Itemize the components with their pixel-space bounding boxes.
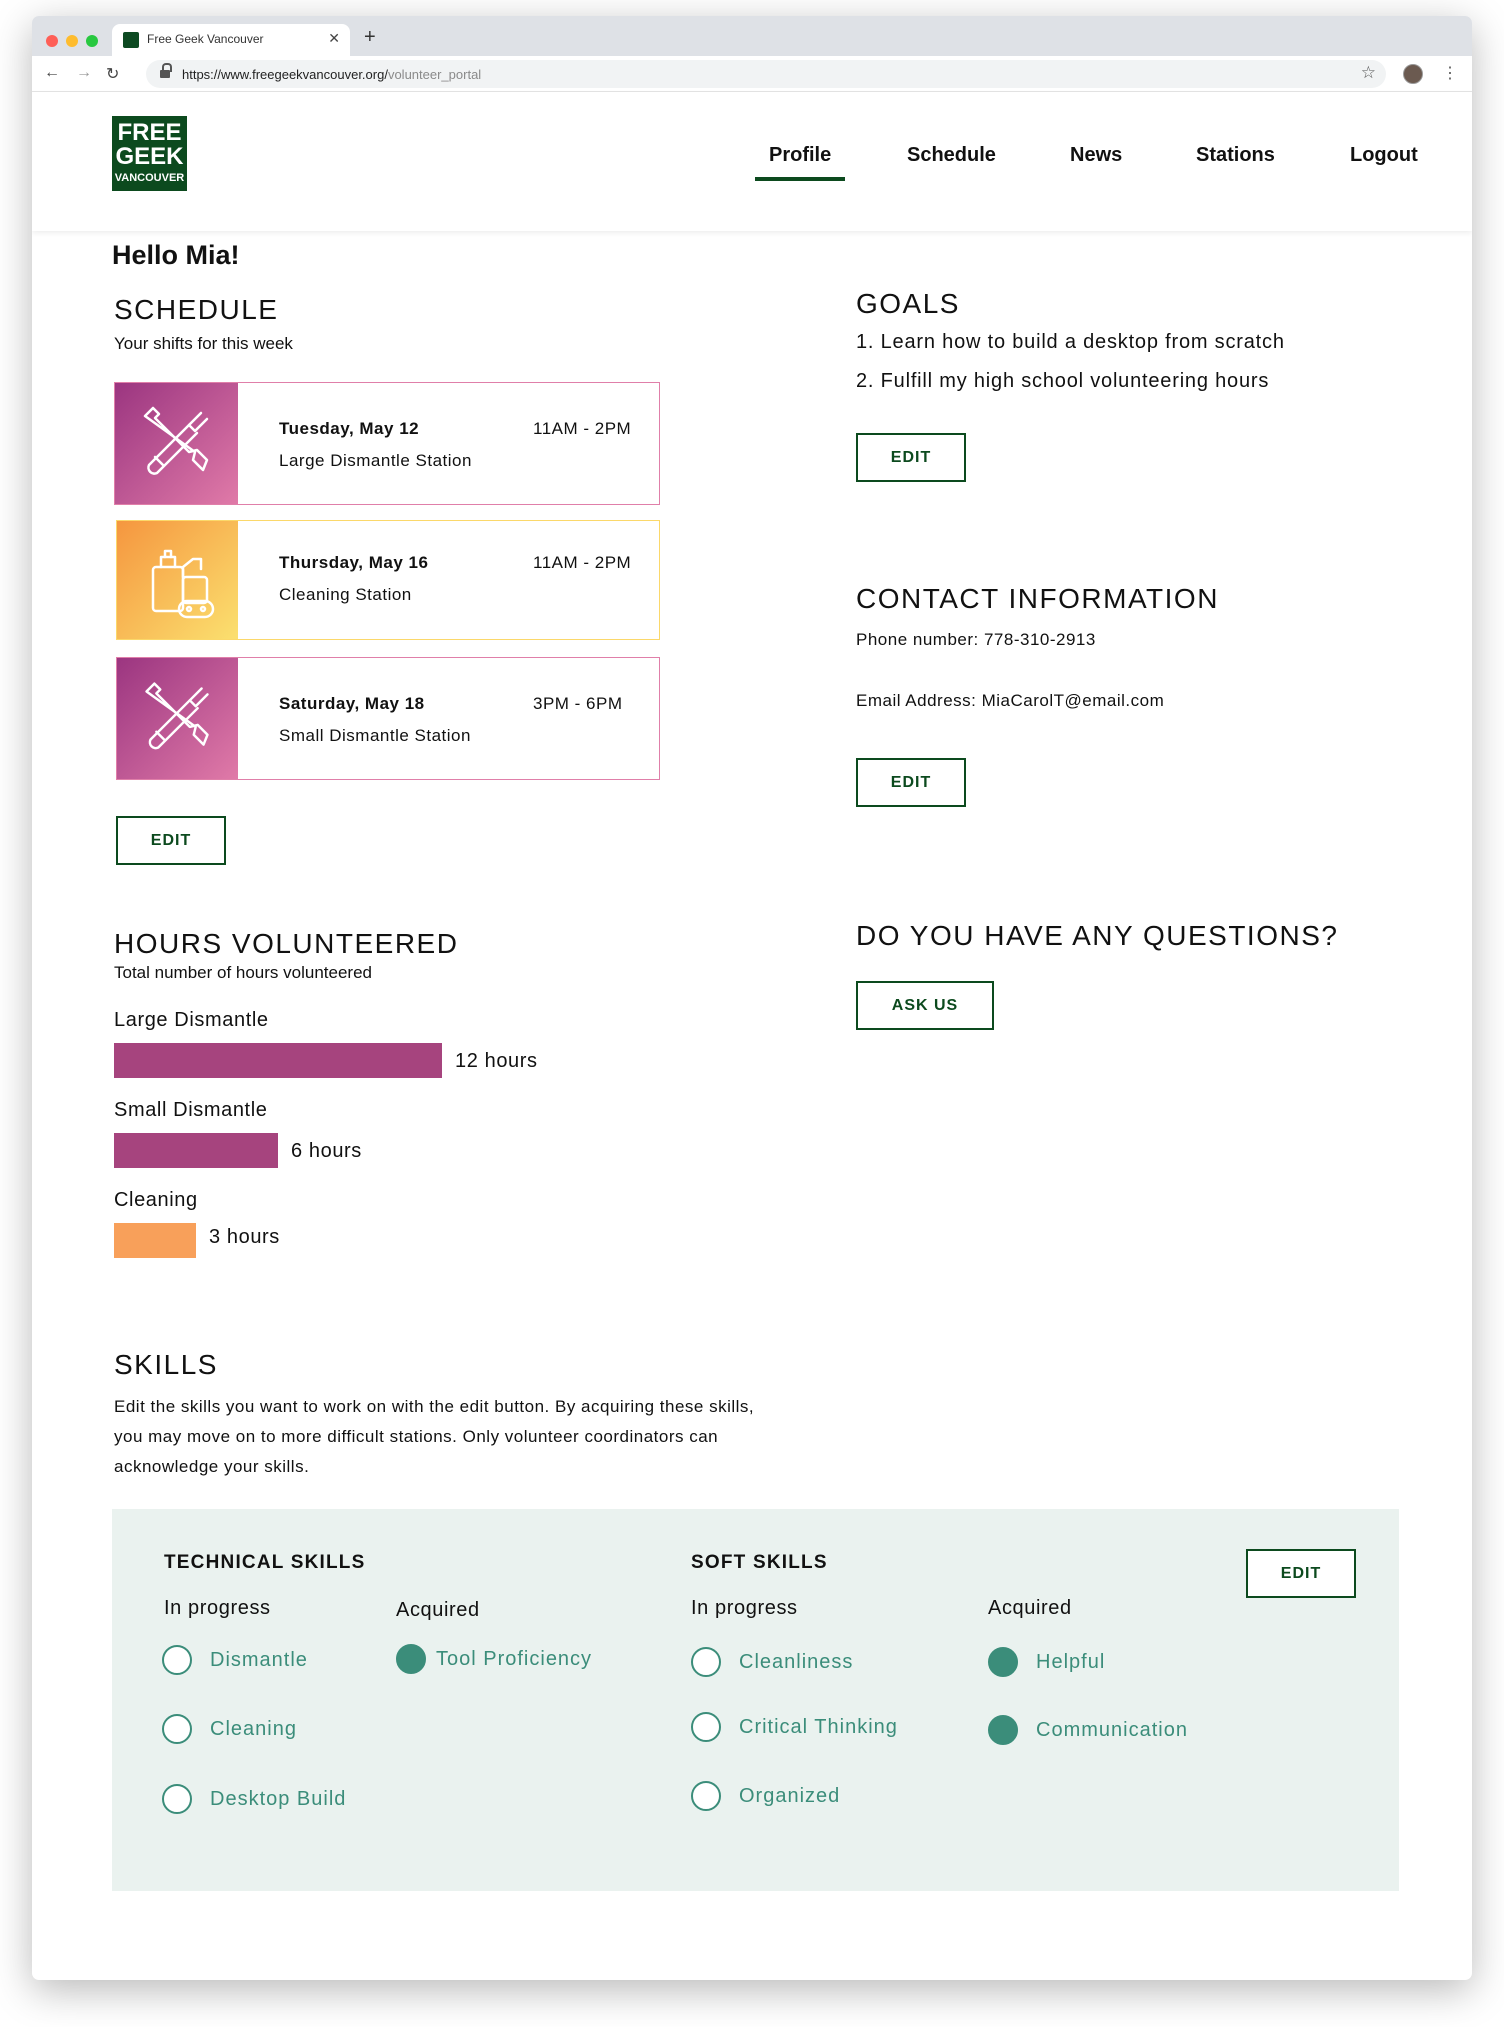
contact-edit-button[interactable]: EDIT bbox=[856, 758, 966, 807]
cleaning-supplies-icon bbox=[117, 521, 238, 639]
hours-bar bbox=[114, 1223, 196, 1258]
skill-item[interactable]: Organized bbox=[691, 1781, 840, 1811]
empty-circle-icon bbox=[691, 1712, 721, 1742]
address-bar[interactable] bbox=[146, 60, 1386, 88]
empty-circle-icon bbox=[162, 1645, 192, 1675]
shift-card[interactable] bbox=[114, 382, 660, 505]
favicon-icon bbox=[123, 32, 139, 48]
new-tab-icon[interactable]: + bbox=[364, 26, 376, 48]
hours-subtitle: Total number of hours volunteered bbox=[114, 963, 372, 982]
ask-us-button[interactable]: ASK US bbox=[856, 981, 994, 1030]
skill-item[interactable]: Communication bbox=[988, 1715, 1188, 1745]
nav-schedule[interactable]: Schedule bbox=[907, 144, 996, 166]
tab-title: Free Geek Vancouver bbox=[147, 32, 264, 46]
menu-kebab-icon[interactable]: ⋮ bbox=[1442, 65, 1458, 82]
tools-icon bbox=[115, 383, 238, 504]
technical-skills-heading: TECHNICAL SKILLS bbox=[164, 1552, 366, 1573]
contact-heading: CONTACT INFORMATION bbox=[856, 583, 1219, 614]
skills-heading: SKILLS bbox=[114, 1349, 218, 1380]
shift-day: Thursday, May 16 bbox=[279, 553, 429, 572]
shift-time: 11AM - 2PM bbox=[533, 553, 632, 572]
forward-arrow-icon[interactable]: → bbox=[76, 64, 92, 81]
hours-label: Cleaning bbox=[114, 1189, 198, 1211]
skill-item[interactable]: Helpful bbox=[988, 1647, 1105, 1677]
questions-heading: DO YOU HAVE ANY QUESTIONS? bbox=[856, 920, 1339, 951]
skills-description: Edit the skills you want to work on with the edit button. By acquiring these skills, you may move on to more difficult stations. Only volunteer coordinators can acknowledge your skills. bbox=[114, 1397, 755, 1476]
tools-icon bbox=[117, 658, 238, 779]
lock-icon bbox=[160, 67, 170, 79]
technical-acquired-label: Acquired bbox=[396, 1599, 480, 1621]
schedule-subtitle: Your shifts for this week bbox=[114, 334, 293, 353]
free-geek-logo[interactable]: FREE GEEK VANCOUVER bbox=[112, 116, 187, 191]
goals-edit-button[interactable]: EDIT bbox=[856, 433, 966, 482]
browser-window bbox=[32, 16, 1472, 1980]
technical-in-progress-label: In progress bbox=[164, 1597, 271, 1619]
filled-circle-icon bbox=[988, 1647, 1018, 1677]
goal-item: 1. Learn how to build a desktop from scratch bbox=[856, 331, 1285, 353]
bookmark-star-icon[interactable]: ☆ bbox=[1360, 63, 1376, 82]
shift-card[interactable] bbox=[116, 520, 660, 640]
empty-circle-icon bbox=[162, 1714, 192, 1744]
maximize-window-button[interactable] bbox=[86, 35, 98, 47]
skill-item[interactable]: Dismantle bbox=[162, 1645, 308, 1675]
skill-item[interactable]: Cleanliness bbox=[691, 1647, 853, 1677]
hours-label: Large Dismantle bbox=[114, 1009, 269, 1031]
soft-in-progress-label: In progress bbox=[691, 1597, 798, 1619]
hours-bar bbox=[114, 1133, 278, 1168]
filled-circle-icon bbox=[396, 1644, 426, 1674]
shift-day: Tuesday, May 12 bbox=[279, 419, 420, 438]
hours-value: 6 hours bbox=[291, 1140, 362, 1162]
contact-phone: Phone number: 778-310-2913 bbox=[856, 630, 1096, 649]
site-header bbox=[32, 92, 1472, 231]
minimize-window-button[interactable] bbox=[66, 35, 78, 47]
empty-circle-icon bbox=[691, 1647, 721, 1677]
shift-day: Saturday, May 18 bbox=[279, 694, 425, 713]
skill-item[interactable]: Tool Proficiency bbox=[396, 1644, 592, 1674]
greeting: Hello Mia! bbox=[112, 240, 240, 270]
nav-stations[interactable]: Stations bbox=[1196, 144, 1275, 166]
schedule-heading: SCHEDULE bbox=[114, 294, 279, 325]
soft-skills-heading: SOFT SKILLS bbox=[691, 1552, 828, 1573]
empty-circle-icon bbox=[691, 1781, 721, 1811]
browser-tab[interactable] bbox=[112, 24, 350, 56]
shift-station: Cleaning Station bbox=[279, 585, 412, 604]
profile-avatar[interactable] bbox=[1403, 64, 1423, 84]
nav-news[interactable]: News bbox=[1070, 144, 1123, 166]
hours-bar bbox=[114, 1043, 442, 1078]
goals-heading: GOALS bbox=[856, 288, 960, 319]
skill-item[interactable]: Cleaning bbox=[162, 1714, 297, 1744]
shift-card[interactable] bbox=[116, 657, 660, 780]
skills-panel bbox=[112, 1509, 1399, 1891]
schedule-edit-button[interactable]: EDIT bbox=[116, 816, 226, 865]
reload-icon[interactable]: ↻ bbox=[106, 66, 120, 83]
goal-item: 2. Fulfill my high school volunteering hours bbox=[856, 370, 1270, 392]
shift-station: Small Dismantle Station bbox=[279, 726, 471, 745]
url-text: https://www.freegeekvancouver.org/volunteer_portal bbox=[182, 67, 482, 82]
hours-value: 12 hours bbox=[455, 1050, 538, 1072]
shift-time: 3PM - 6PM bbox=[533, 694, 623, 713]
back-arrow-icon[interactable]: ← bbox=[44, 64, 60, 81]
empty-circle-icon bbox=[162, 1784, 192, 1814]
hours-label: Small Dismantle bbox=[114, 1099, 268, 1121]
shift-time: 11AM - 2PM bbox=[533, 419, 632, 438]
skill-item[interactable]: Critical Thinking bbox=[691, 1712, 898, 1742]
browser-tab-bar bbox=[32, 16, 1472, 56]
nav-profile[interactable]: Profile bbox=[769, 144, 832, 166]
soft-acquired-label: Acquired bbox=[988, 1597, 1072, 1619]
filled-circle-icon bbox=[988, 1715, 1018, 1745]
nav-logout[interactable]: Logout bbox=[1350, 144, 1418, 166]
tab-close-icon[interactable]: ✕ bbox=[328, 30, 340, 46]
hours-value: 3 hours bbox=[209, 1226, 280, 1248]
close-window-button[interactable] bbox=[46, 35, 58, 47]
skills-edit-button[interactable]: EDIT bbox=[1246, 1549, 1356, 1598]
skill-item[interactable]: Desktop Build bbox=[162, 1784, 346, 1814]
browser-toolbar bbox=[32, 56, 1472, 92]
shift-station: Large Dismantle Station bbox=[279, 451, 472, 470]
contact-email: Email Address: MiaCarolT@email.com bbox=[856, 691, 1165, 710]
hours-heading: HOURS VOLUNTEERED bbox=[114, 928, 459, 959]
